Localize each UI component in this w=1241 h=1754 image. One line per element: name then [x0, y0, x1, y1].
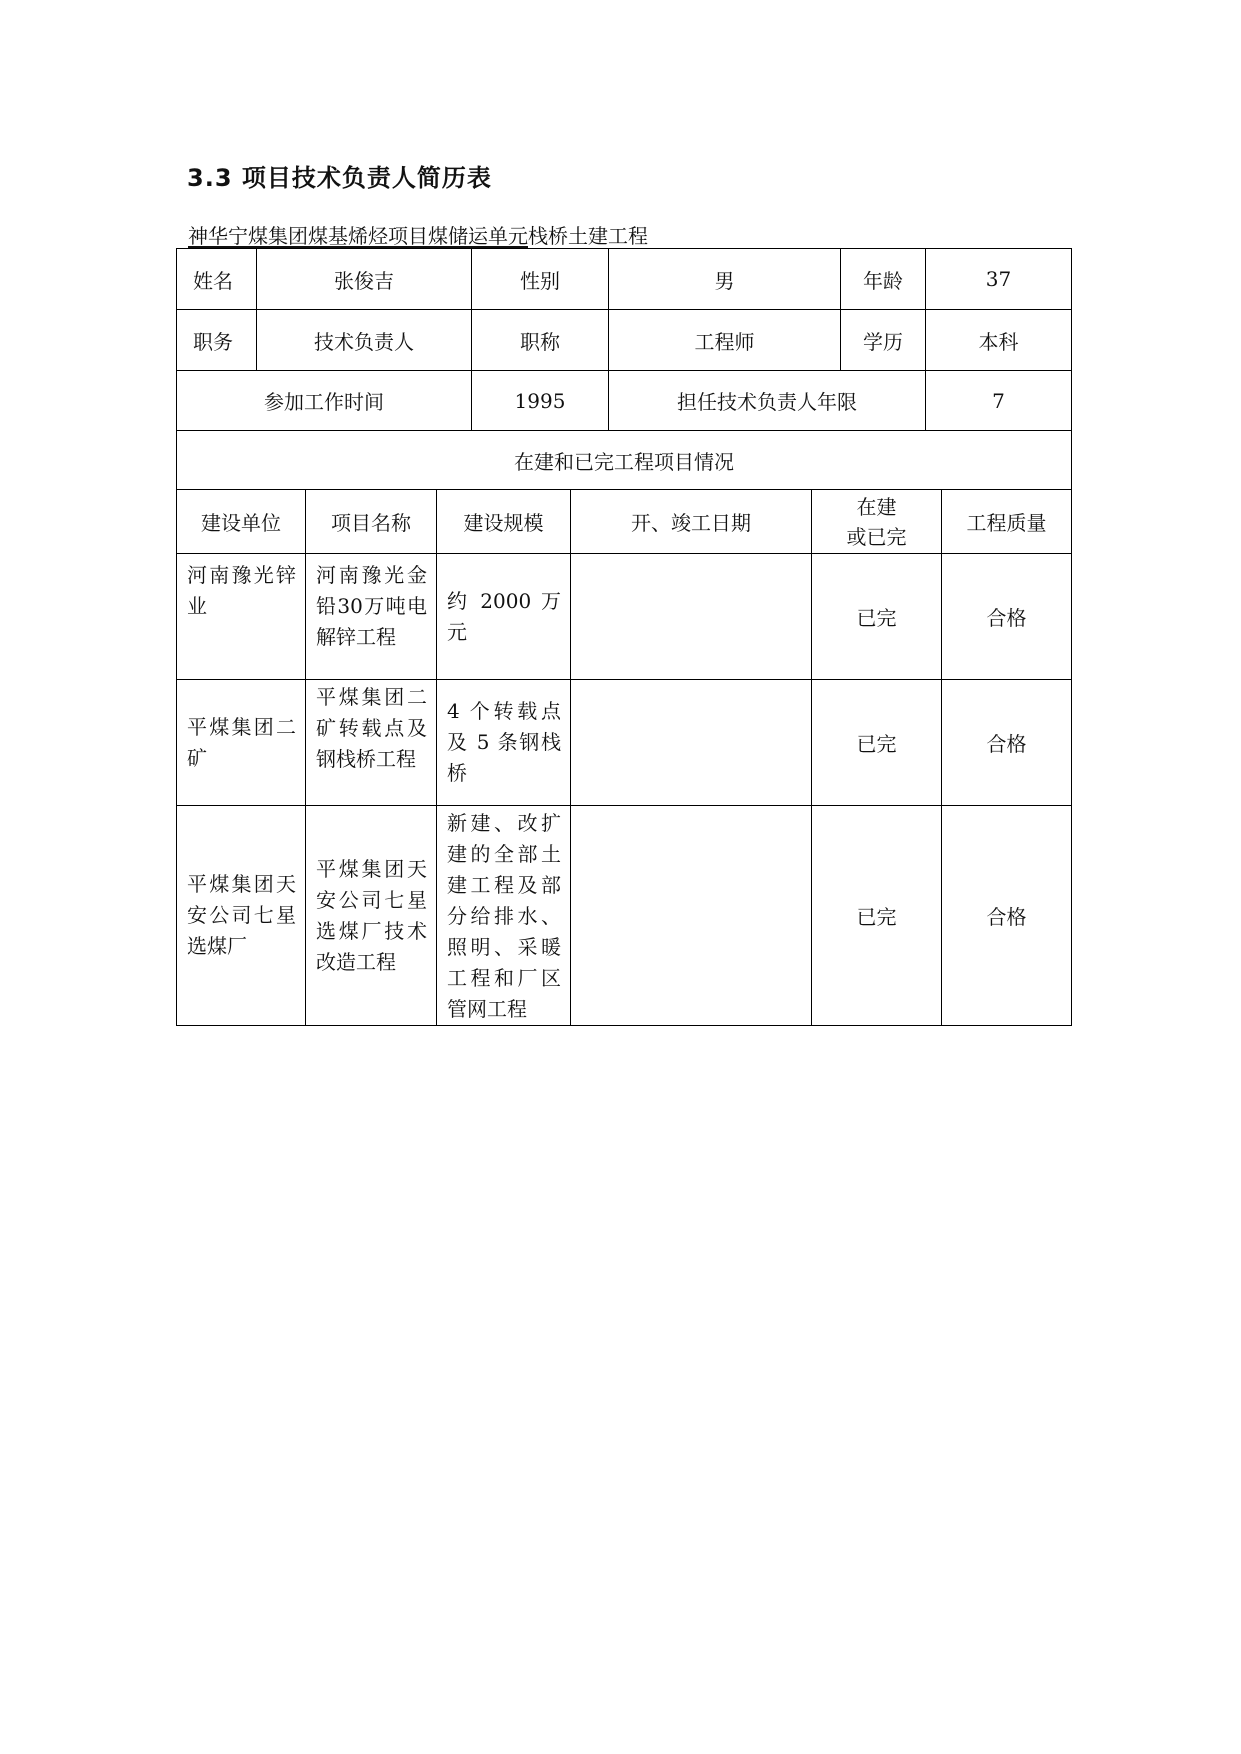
- project-dates: [571, 680, 812, 806]
- years-label: 担任技术负责人年限: [609, 371, 926, 431]
- table-row: [177, 680, 1072, 806]
- gender-label: 性别: [472, 249, 609, 310]
- col-header-dates: 开、竣工日期: [571, 490, 812, 554]
- project-unit: 河南豫光锌业: [177, 554, 306, 680]
- start-value: 1995: [472, 371, 609, 431]
- title-value: 工程师: [609, 310, 841, 371]
- position-value: 技术负责人: [257, 310, 472, 371]
- col-header-status: 在建 或已完: [812, 490, 942, 554]
- col-header-name: 项目名称: [306, 490, 437, 554]
- age-value: 37: [926, 249, 1072, 310]
- personal-info-table: [176, 248, 1072, 490]
- project-status: 已完: [812, 806, 942, 1026]
- projects-header-row: [177, 490, 1072, 554]
- col-header-scale: 建设规模: [437, 490, 571, 554]
- age-label: 年龄: [841, 249, 926, 310]
- years-value: 7: [926, 371, 1072, 431]
- project-name: [188, 220, 648, 249]
- education-label: 学历: [841, 310, 926, 371]
- projects-table: [176, 489, 1072, 1026]
- project-name-underlined: 神华宁煤集团煤基烯烃项目煤储运单元: [188, 224, 528, 248]
- info-row-3: [177, 371, 1072, 431]
- table-row: [177, 554, 1072, 680]
- project-name-cell: 平煤集团二矿转载点及钢栈桥工程: [306, 680, 437, 806]
- project-dates: [571, 554, 812, 680]
- col-header-quality: 工程质量: [942, 490, 1072, 554]
- project-name-cell: 平煤集团天安公司七星选煤厂技术改造工程: [306, 806, 437, 1026]
- education-value: 本科: [926, 310, 1072, 371]
- start-label: 参加工作时间: [177, 371, 472, 431]
- info-row-1: [177, 249, 1072, 310]
- project-quality: 合格: [942, 680, 1072, 806]
- title-label: 职称: [472, 310, 609, 371]
- project-status: 已完: [812, 554, 942, 680]
- project-unit: 平煤集团二矿: [177, 680, 306, 806]
- project-quality: 合格: [942, 554, 1072, 680]
- info-row-2: [177, 310, 1072, 371]
- project-unit: 平煤集团天安公司七星选煤厂: [177, 806, 306, 1026]
- name-label: 姓名: [177, 249, 257, 310]
- project-scale: 新建、改扩建的全部土建工程及部分给排水、照明、采暖工程和厂区管网工程: [437, 806, 571, 1026]
- project-dates: [571, 806, 812, 1026]
- project-status: 已完: [812, 680, 942, 806]
- name-value: 张俊吉: [257, 249, 472, 310]
- position-label: 职务: [177, 310, 257, 371]
- project-quality: 合格: [942, 806, 1072, 1026]
- page-heading: 3.3 项目技术负责人简历表: [187, 164, 492, 192]
- col-header-unit: 建设单位: [177, 490, 306, 554]
- project-scale: 4 个转载点及 5 条钢栈桥: [437, 680, 571, 806]
- section-title: 在建和已完工程项目情况: [177, 431, 1072, 490]
- section-title-row: [177, 431, 1072, 490]
- table-row: [177, 806, 1072, 1026]
- gender-value: 男: [609, 249, 841, 310]
- project-name-rest: 栈桥土建工程: [528, 224, 648, 248]
- project-scale: 约 2000 万元: [437, 554, 571, 680]
- project-name-cell: 河南豫光金铅30万吨电解锌工程: [306, 554, 437, 680]
